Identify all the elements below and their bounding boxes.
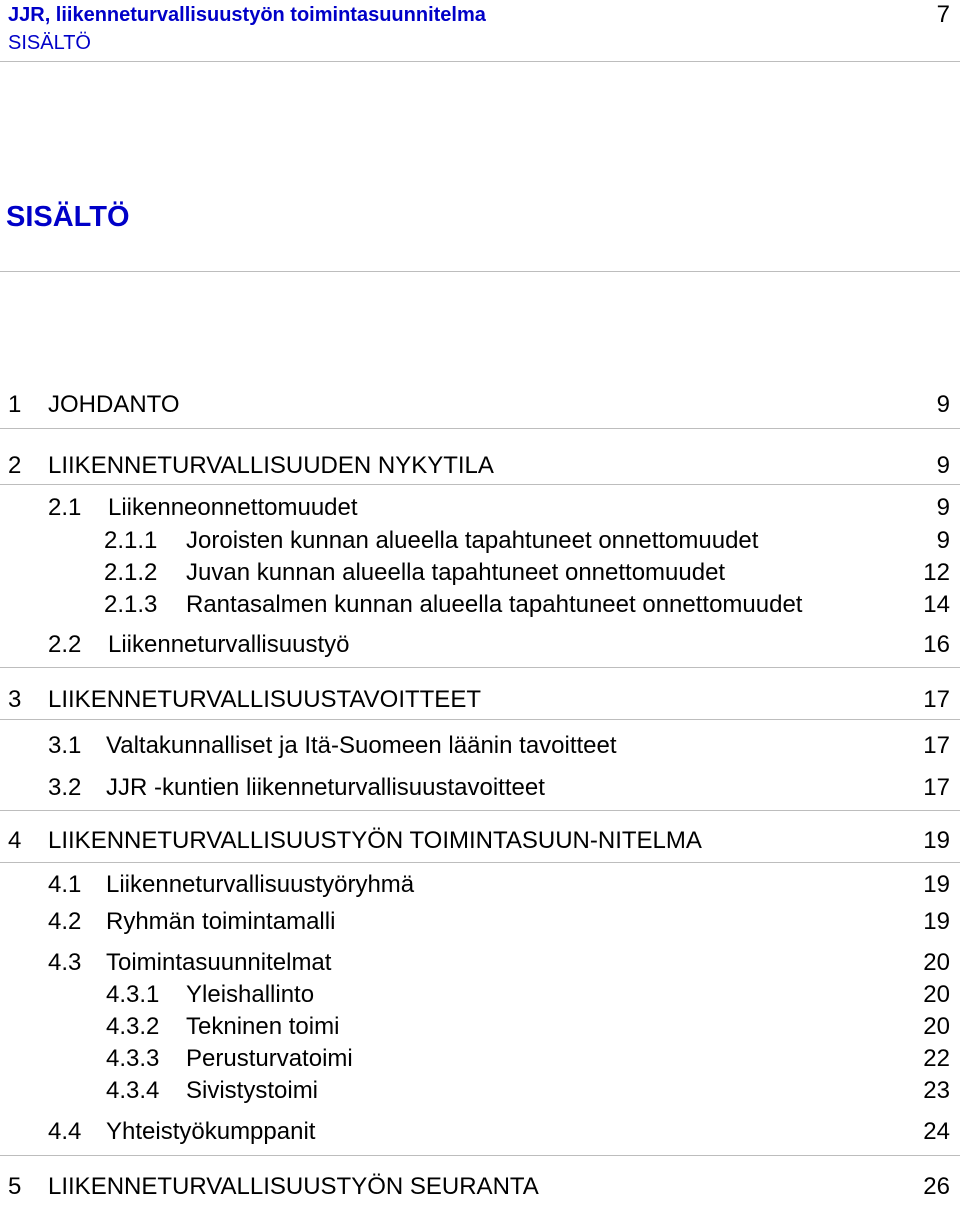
toc-entry[interactable] xyxy=(0,948,960,982)
toc-entry-page: 17 xyxy=(923,774,950,801)
toc-entry-number: 4.3.2 xyxy=(106,1013,160,1040)
document-title: JJR, liikenneturvallisuustyön toimintasuunnitelma xyxy=(8,4,486,26)
toc-entry-title: Rantasalmen kunnan alueella tapahtuneet onnettomuudet xyxy=(186,591,803,618)
toc-entry[interactable] xyxy=(0,980,960,1014)
toc-entry-title: JOHDANTO xyxy=(48,391,180,418)
toc-entry-number: 4.3.3 xyxy=(106,1045,160,1072)
toc-entry[interactable] xyxy=(0,731,960,765)
toc-entry[interactable] xyxy=(0,493,960,527)
toc-entry-number: 4.1 xyxy=(48,871,82,898)
toc-entry[interactable] xyxy=(0,390,960,424)
toc-entry-title: LIIKENNETURVALLISUUSTYÖN SEURANTA xyxy=(48,1173,539,1200)
toc-entry[interactable] xyxy=(0,1012,960,1046)
toc-entry-page: 20 xyxy=(923,949,950,976)
toc-entry-page: 19 xyxy=(923,827,950,854)
toc-entry[interactable] xyxy=(0,1076,960,1110)
toc-entry-number: 2.1.2 xyxy=(104,559,158,586)
toc-entry-page: 17 xyxy=(923,686,950,713)
toc-entry[interactable] xyxy=(0,773,960,807)
toc-entry-page: 20 xyxy=(923,981,950,1008)
toc-entry-title: Yleishallinto xyxy=(186,981,315,1008)
toc-entry-number: 2 xyxy=(8,452,22,479)
toc-entry-title: Liikenneonnettomuudet xyxy=(108,494,358,521)
toc-entry-number: 4.3 xyxy=(48,949,82,976)
toc-entry-number: 4.4 xyxy=(48,1118,82,1145)
toc-entry-number: 5 xyxy=(8,1173,22,1200)
row-divider xyxy=(0,862,960,863)
section-subtitle: SISÄLTÖ xyxy=(8,32,91,54)
toc-entry-title: Valtakunnalliset ja Itä-Suomeen läänin tavoitteet xyxy=(106,732,617,759)
toc-entry-page: 14 xyxy=(923,591,950,618)
toc-entry-number: 4.3.4 xyxy=(106,1077,160,1104)
toc-entry-title: Perusturvatoimi xyxy=(186,1045,353,1072)
toc-entry-title: JJR -kuntien liikenneturvallisuustavoitteet xyxy=(106,774,545,801)
toc-entry[interactable] xyxy=(0,1117,960,1151)
toc-entry[interactable] xyxy=(0,1172,960,1206)
toc-entry[interactable] xyxy=(0,1044,960,1078)
heading-divider xyxy=(0,271,960,272)
toc-entry-page: 26 xyxy=(923,1173,950,1200)
toc-entry-number: 3.2 xyxy=(48,774,82,801)
toc-entry-title: Yhteistyökumppanit xyxy=(106,1118,316,1145)
toc-entry[interactable] xyxy=(0,826,960,860)
toc-entry[interactable] xyxy=(0,907,960,941)
toc-entry-page: 12 xyxy=(923,559,950,586)
row-divider xyxy=(0,667,960,668)
toc-entry-page: 9 xyxy=(936,452,950,479)
toc-entry-page: 17 xyxy=(923,732,950,759)
toc-entry-number: 4.3.1 xyxy=(106,981,160,1008)
toc-entry[interactable] xyxy=(0,870,960,904)
toc-entry[interactable] xyxy=(0,630,960,664)
toc-entry-number: 1 xyxy=(8,391,22,418)
toc-entry-title: Liikenneturvallisuustyöryhmä xyxy=(106,871,415,898)
toc-entry-page: 22 xyxy=(923,1045,950,1072)
toc-entry-title: Tekninen toimi xyxy=(186,1013,340,1040)
toc-entry-page: 9 xyxy=(936,391,950,418)
toc-entry-title: Joroisten kunnan alueella tapahtuneet onnettomuudet xyxy=(186,527,759,554)
toc-entry-page: 23 xyxy=(923,1077,950,1104)
toc-entry-number: 4 xyxy=(8,827,22,854)
toc-entry-title: LIIKENNETURVALLISUUSTYÖN TOIMINTASUUN-NITELMA xyxy=(48,827,702,854)
toc-entry-number: 2.2 xyxy=(48,631,82,658)
toc-entry-number: 3 xyxy=(8,686,22,713)
toc-entry[interactable] xyxy=(0,526,960,560)
toc-entry-title: Sivistystoimi xyxy=(186,1077,319,1104)
toc-entry-page: 19 xyxy=(923,908,950,935)
toc-entry-page: 9 xyxy=(936,527,950,554)
toc-entry[interactable] xyxy=(0,590,960,624)
toc-entry-page: 16 xyxy=(923,631,950,658)
toc-entry-number: 4.2 xyxy=(48,908,82,935)
toc-entry[interactable] xyxy=(0,451,960,485)
toc-entry-title: LIIKENNETURVALLISUUSTAVOITTEET xyxy=(48,686,481,713)
toc-entry-page: 20 xyxy=(923,1013,950,1040)
toc-entry-title: Toimintasuunnitelmat xyxy=(106,949,332,976)
toc-entry-page: 19 xyxy=(923,871,950,898)
toc-entry[interactable] xyxy=(0,558,960,592)
toc-entry-title: Ryhmän toimintamalli xyxy=(106,908,336,935)
header-divider xyxy=(0,61,960,62)
toc-entry-number: 2.1.1 xyxy=(104,527,158,554)
row-divider xyxy=(0,428,960,429)
toc-entry-page: 9 xyxy=(936,494,950,521)
toc-heading: SISÄLTÖ xyxy=(6,201,130,233)
toc-entry[interactable] xyxy=(0,685,960,719)
row-divider xyxy=(0,719,960,720)
toc-entry-number: 3.1 xyxy=(48,732,82,759)
toc-entry-number: 2.1.3 xyxy=(104,591,158,618)
toc-entry-page: 24 xyxy=(923,1118,950,1145)
row-divider xyxy=(0,1155,960,1156)
row-divider xyxy=(0,484,960,485)
toc-entry-title: Liikenneturvallisuustyö xyxy=(108,631,350,658)
toc-entry-title: Juvan kunnan alueella tapahtuneet onnettomuudet xyxy=(186,559,726,586)
row-divider xyxy=(0,810,960,811)
toc-entry-number: 2.1 xyxy=(48,494,82,521)
toc-entry-title: LIIKENNETURVALLISUUDEN NYKYTILA xyxy=(48,452,494,479)
page-number: 7 xyxy=(936,1,950,28)
